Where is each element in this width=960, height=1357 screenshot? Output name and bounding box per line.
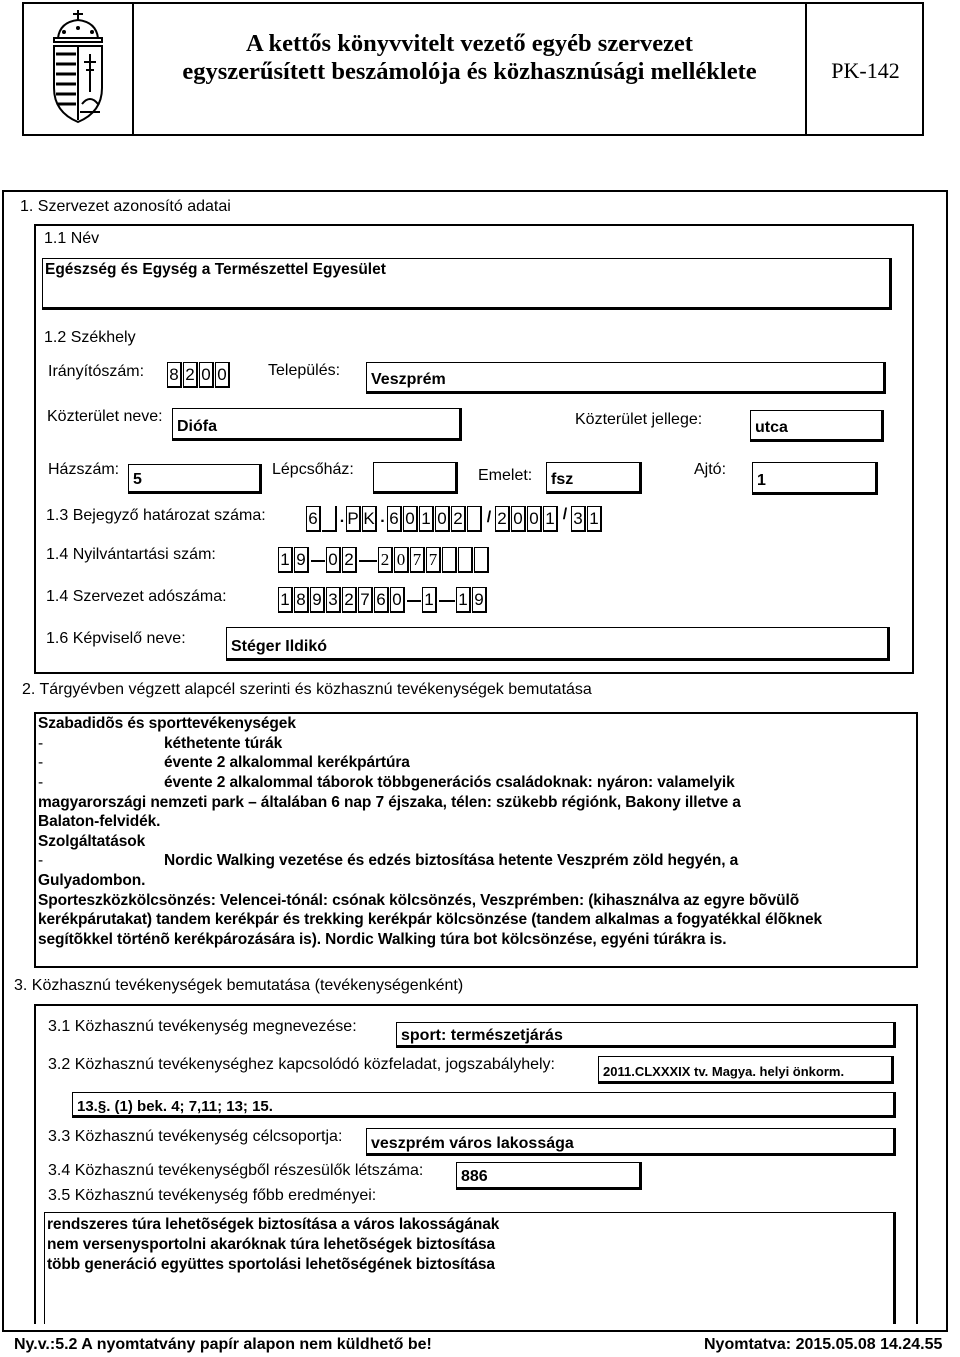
public-task-label: 3.2 Közhasznú tevékenységhez kapcsolódó közfeladat, jogszabályhely: (48, 1056, 555, 1073)
court-digit (322, 506, 337, 532)
results-line: rendszeres túra lehetõségek biztosítása a város lakosságának (47, 1216, 500, 1233)
city-value: Veszprém (371, 371, 446, 388)
registry-digit: 1 (278, 547, 293, 573)
results-field[interactable] (44, 1212, 896, 1324)
activity-line (38, 871, 145, 891)
activity-line (38, 832, 145, 852)
activity-line (38, 910, 822, 930)
zip-digit: 0 (215, 362, 230, 388)
house-field[interactable] (128, 464, 262, 494)
target-group-label: 3.3 Közhasznú tevékenység célcsoportja: (48, 1128, 343, 1145)
activity-line (38, 930, 727, 950)
activity-name-field[interactable] (396, 1022, 896, 1048)
target-group-value: veszprém város lakossága (371, 1135, 574, 1152)
public-task-value: 2011.CLXXXIX tv. Magya. helyi önkorm. (603, 1064, 845, 1079)
activity-line-text: Gulyadombon. (38, 872, 146, 889)
activity-line (38, 851, 738, 871)
tax-digit: 6 (374, 587, 389, 613)
name-value: Egészség és Egység a Természettel Egyesület (45, 261, 386, 278)
form-code: PK-142 (831, 58, 900, 83)
registry-number-label: 1.4 Nyilvántartási szám: (46, 546, 216, 563)
tax-digit: 1 (422, 587, 437, 613)
court-digit: 1 (543, 506, 558, 532)
public-task-value-2: 13.§. (1) bek. 4; 7,11; 13; 15. (77, 1098, 273, 1115)
activity-name-label: 3.1 Közhasznú tevékenység megnevezése: (48, 1018, 357, 1035)
activity-line-text: Balaton-felvidék. (38, 813, 161, 830)
page-title-line2: egyszerűsített beszámolója és közhasznúsági melléklete (182, 58, 757, 85)
city-label: Település: (268, 362, 341, 379)
registry-digit: 7 (426, 547, 441, 573)
floor-field[interactable] (546, 462, 642, 494)
court-separator: . (380, 509, 385, 526)
public-task-field-2[interactable] (72, 1092, 896, 1118)
registry-digit (458, 547, 473, 573)
representative-label: 1.6 Képviselő neve: (46, 630, 186, 647)
zip-cells[interactable] (167, 362, 231, 388)
tax-digit: 1 (456, 587, 471, 613)
beneficiaries-value: 886 (461, 1168, 488, 1185)
tax-digit: 9 (310, 587, 325, 613)
city-field[interactable] (366, 362, 886, 394)
public-task-field[interactable] (598, 1056, 894, 1084)
registry-number-cells[interactable] (278, 547, 490, 573)
registry-digit (442, 547, 457, 573)
registry-digit: 2 (342, 547, 357, 573)
door-label: Ajtó: (694, 461, 727, 478)
activity-line (38, 773, 735, 793)
activity-line-text: kéthetente túrák (164, 735, 283, 752)
tax-digit: 1 (278, 587, 293, 613)
house-label: Házszám: (48, 461, 120, 478)
court-digit: 0 (403, 506, 418, 532)
activity-line-text: Sporteszközkölcsönzés: Velencei-tónál: csónak kölcsönzés, Veszprémben: (kihasználva az egyre bõvülõ (38, 892, 800, 909)
court-digit: 0 (435, 506, 450, 532)
activity-line-text: Szabadidõs és sporttevékenységek (38, 715, 296, 732)
court-separator: / (486, 509, 492, 526)
court-digit: 0 (527, 506, 542, 532)
stair-field[interactable] (373, 462, 458, 494)
activity-line-text: magyarországi nemzeti park – általában 6 nap 7 éjszaka, télen: szükebb régiónk, Bakony illetve a (38, 794, 741, 811)
section1-title: 1. Szervezet azonosító adatai (20, 198, 231, 215)
tax-number-label: 1.4 Szervezet adószáma: (46, 588, 227, 605)
registry-digit: 0 (394, 547, 409, 573)
street-type-label: Közterület jellege: (575, 411, 703, 428)
activity-bullet: - (38, 735, 44, 752)
beneficiaries-label: 3.4 Közhasznú tevékenységből részesülők létszáma: (48, 1162, 424, 1179)
results-line: több generáció együttes sportolási lehetõségének biztosítása (47, 1256, 495, 1273)
activity-line-text: Szolgáltatások (38, 833, 146, 850)
zip-digit: 8 (167, 362, 182, 388)
print-timestamp: Nyomtatva: 2015.05.08 14.24.55 (704, 1336, 943, 1353)
beneficiaries-field[interactable] (456, 1162, 642, 1190)
tax-dash (438, 587, 456, 613)
street-value: Diófa (177, 418, 217, 435)
registry-digit: 7 (410, 547, 425, 573)
tax-digit: 0 (390, 587, 405, 613)
court-digit: K (362, 506, 377, 532)
court-digit: 2 (451, 506, 466, 532)
registry-dash (358, 547, 378, 573)
representative-field[interactable] (226, 627, 890, 661)
seat-label: 1.2 Székhely (44, 329, 136, 346)
name-field[interactable] (42, 258, 892, 310)
floor-value: fsz (551, 471, 574, 488)
registry-dash (310, 547, 326, 573)
activity-line (38, 734, 282, 754)
section2-title: 2. Tárgyévben végzett alapcél szerinti és közhasznú tevékenységek bemutatása (22, 681, 592, 698)
tax-digit: 7 (358, 587, 373, 613)
house-value: 5 (133, 471, 142, 488)
registry-digit: 2 (378, 547, 393, 573)
court-decision-label: 1.3 Bejegyző határozat száma: (46, 507, 266, 524)
street-type-field[interactable] (750, 410, 884, 442)
section3-title: 3. Közhasznú tevékenységek bemutatása (tevékenységenként) (14, 977, 464, 994)
hungarian-coat-of-arms-icon (40, 8, 116, 128)
court-digit: 1 (587, 506, 602, 532)
footer-note: Ny.v.:5.2 A nyomtatvány papír alapon nem küldhető be! (14, 1336, 432, 1353)
activity-line (38, 753, 410, 773)
tax-dash (406, 587, 422, 613)
results-line: nem versenysportolni akaróknak túra lehetõségek biztosítása (47, 1236, 496, 1253)
court-digit: 0 (511, 506, 526, 532)
stair-label: Lépcsőház: (272, 461, 354, 478)
target-group-field[interactable] (366, 1128, 896, 1156)
page-title-line1: A kettős könyvvitelt vezető egyéb szervezet (246, 30, 693, 57)
floor-label: Emelet: (478, 467, 533, 484)
court-digit: 1 (419, 506, 434, 532)
tax-number-cells[interactable] (278, 587, 488, 613)
door-value: 1 (757, 472, 766, 489)
results-label: 3.5 Közhasznú tevékenység főbb eredményei: (48, 1187, 377, 1204)
street-label: Közterület neve: (47, 408, 163, 425)
court-separator: . (339, 509, 345, 526)
activity-line-text: kerékpárutakat) tandem kerékpár és trekking kerékpár kölcsönzése (tandem alkalmas a fogyatékkal élõknek (38, 911, 823, 928)
activity-name-value: sport: természetjárás (401, 1027, 563, 1044)
court-digit: P (346, 506, 361, 532)
court-digit: 6 (306, 506, 321, 532)
street-type-value: utca (755, 419, 788, 436)
activity-line-text: segítõkkel történõ kerékpározására is). Nordic Walking túra bot kölcsönzése, egyéni túrákra is. (38, 931, 727, 948)
activity-line-text: évente 2 alkalommal kerékpártúra (164, 754, 410, 771)
activity-bullet: - (38, 774, 44, 791)
activity-line (38, 812, 160, 832)
zip-digit: 0 (199, 362, 214, 388)
court-digit: 6 (387, 506, 402, 532)
court-digit: 2 (495, 506, 510, 532)
representative-value: Stéger Ildikó (231, 638, 328, 655)
tax-digit: 8 (294, 587, 309, 613)
activity-line-text: Nordic Walking vezetése és edzés biztosítása hetente Veszprém zöld hegyén, a (164, 852, 739, 869)
street-field[interactable] (172, 408, 462, 441)
registry-digit: 9 (294, 547, 309, 573)
name-label: 1.1 Név (44, 230, 100, 247)
door-field[interactable] (752, 462, 878, 495)
tax-digit: 2 (342, 587, 357, 613)
activity-bullet: - (38, 852, 44, 869)
court-digit: 3 (571, 506, 586, 532)
zip-digit: 2 (183, 362, 198, 388)
court-decision-cells[interactable] (306, 506, 603, 532)
court-separator: / (562, 506, 568, 523)
activity-bullet: - (38, 754, 44, 771)
court-digit (467, 506, 482, 532)
activity-line (38, 714, 296, 734)
zip-label: Irányítószám: (48, 363, 145, 380)
activity-line-text: évente 2 alkalommal táborok többgenerációs családoknak: nyáron: valamelyik (164, 774, 735, 791)
activity-line (38, 891, 799, 911)
tax-digit: 9 (472, 587, 487, 613)
registry-digit: 0 (326, 547, 341, 573)
activity-line (38, 793, 741, 813)
tax-digit: 3 (326, 587, 341, 613)
registry-digit (474, 547, 489, 573)
